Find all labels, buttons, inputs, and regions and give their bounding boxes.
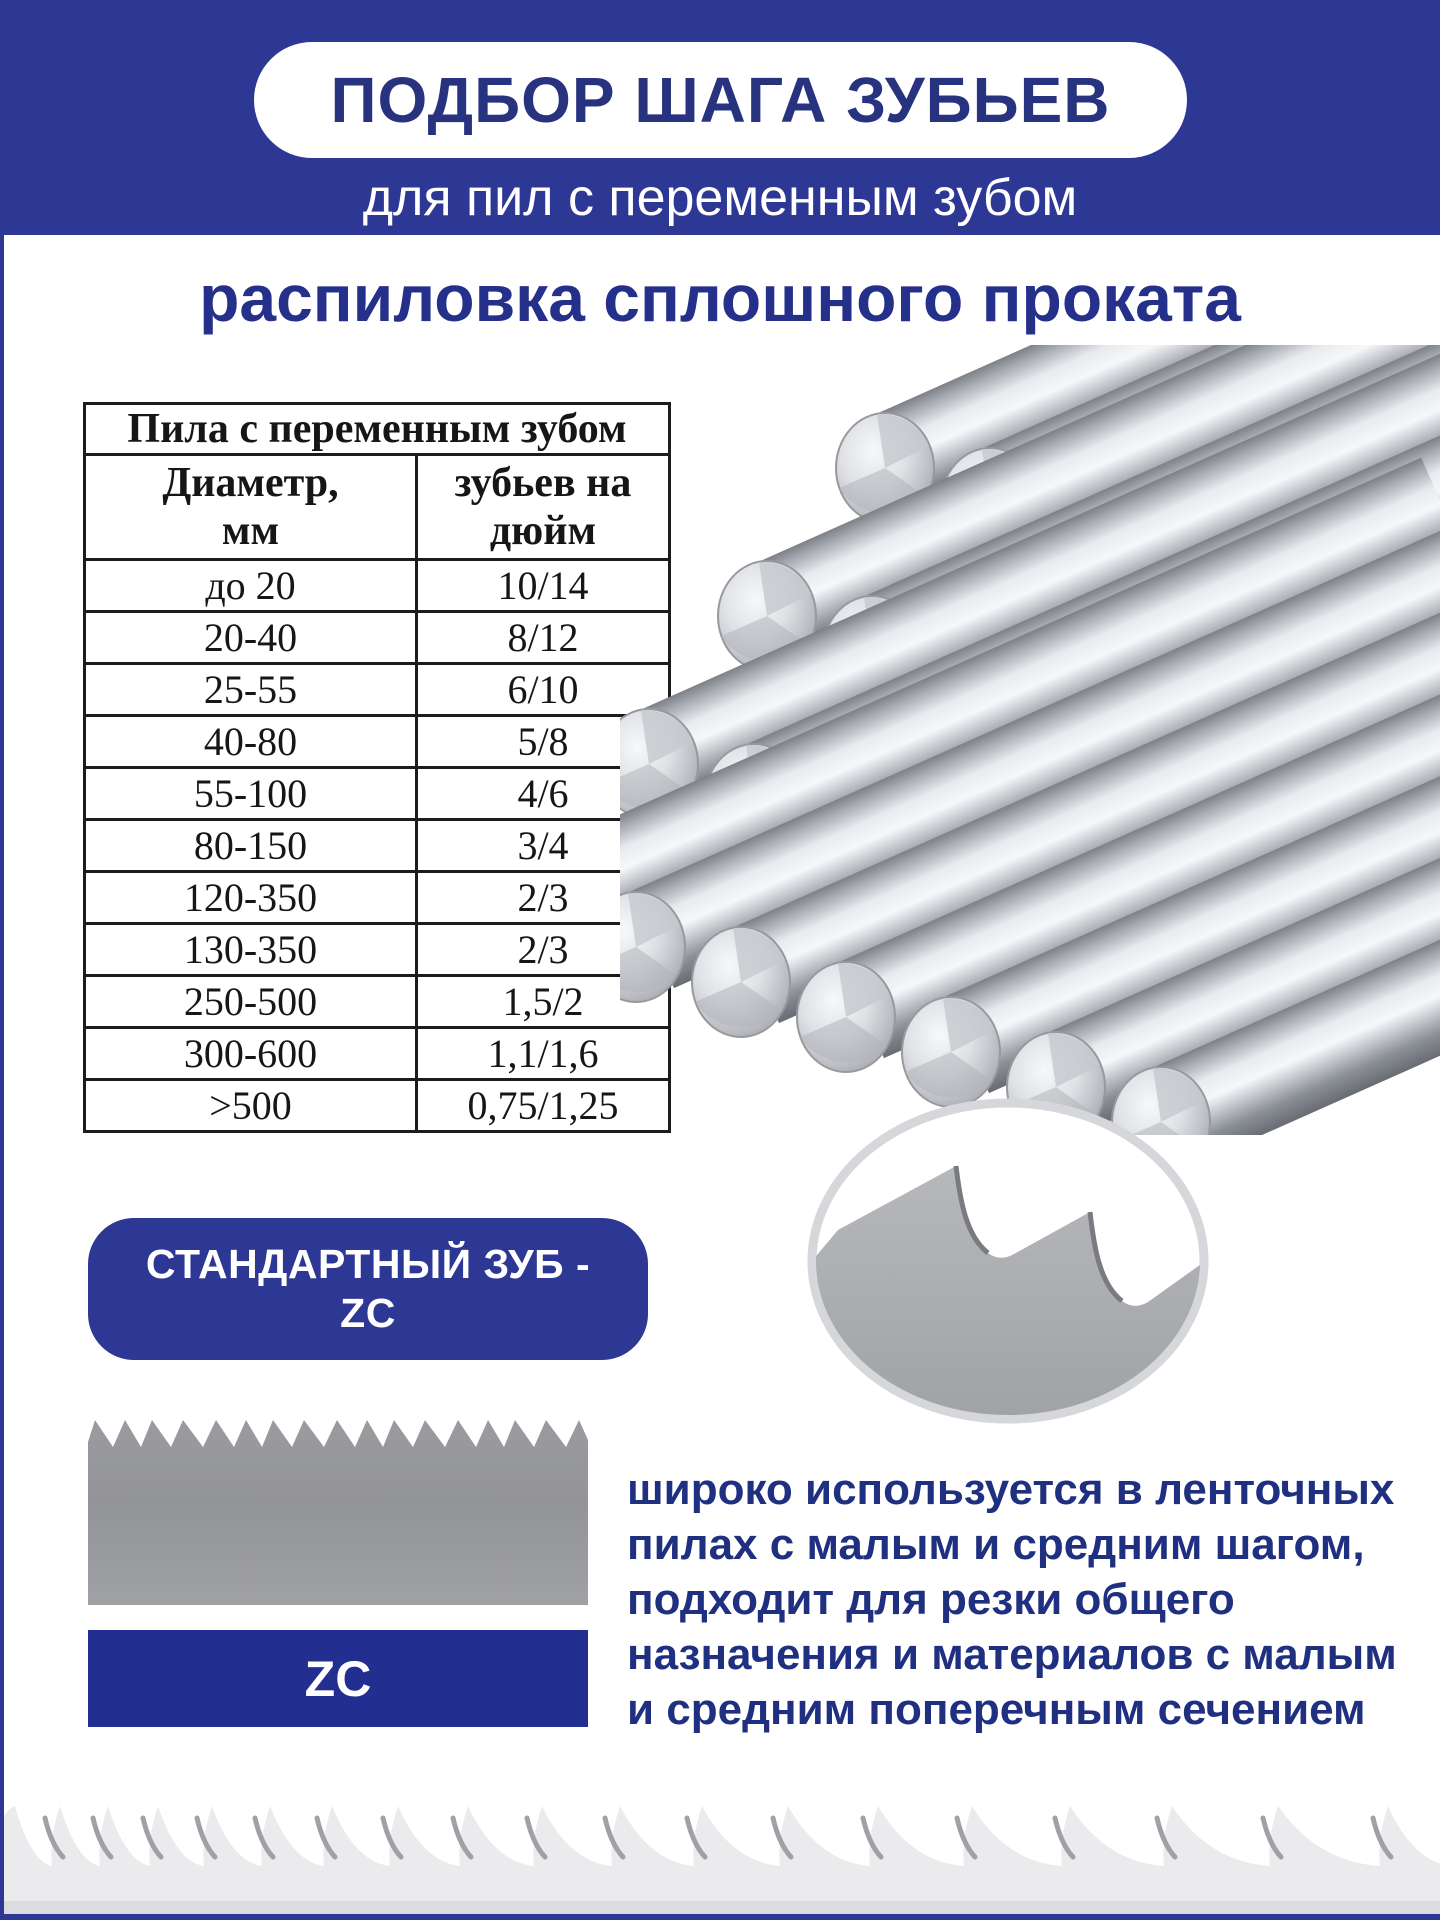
tpi-cell: 4/6	[417, 768, 670, 820]
table-row	[85, 768, 670, 820]
description-line: пилах с малым и средним шагом,	[627, 1520, 1365, 1569]
bottom-blue-line	[0, 1914, 1440, 1920]
table-row	[85, 872, 670, 924]
table-title: Пила с переменным зубом	[85, 404, 670, 455]
diameter-cell: 20-40	[85, 612, 417, 664]
section-title: распиловка сплошного проката	[199, 261, 1241, 335]
steel-rods-photo	[620, 345, 1440, 1135]
header-subtitle: для пил с переменным зубом	[362, 169, 1078, 227]
tpi-cell: 10/14	[417, 560, 670, 612]
diameter-cell: 80-150	[85, 820, 417, 872]
table-row	[85, 820, 670, 872]
diameter-cell: до 20	[85, 560, 417, 612]
left-blue-edge-line	[0, 210, 4, 1920]
tpi-cell: 2/3	[417, 924, 670, 976]
table-title-row	[85, 404, 670, 455]
col-header-diameter-line1: Диаметр,	[162, 460, 339, 506]
table-row	[85, 664, 670, 716]
tpi-cell: 5/8	[417, 716, 670, 768]
tpi-cell: 0,75/1,25	[417, 1080, 670, 1132]
table-row	[85, 1080, 670, 1132]
bottom-band-dark-strip	[0, 1901, 1440, 1914]
main-title-pill	[254, 42, 1187, 158]
zc-label-bar	[88, 1630, 588, 1727]
description-line: широко используется в ленточных	[627, 1465, 1395, 1514]
col-header-diameter-line2: мм	[221, 508, 280, 554]
tpi-cell: 1,5/2	[417, 976, 670, 1028]
table-row	[85, 1028, 670, 1080]
diameter-cell: 40-80	[85, 716, 417, 768]
table-row	[85, 924, 670, 976]
standard-tooth-badge	[88, 1218, 648, 1360]
tpi-cell: 2/3	[417, 872, 670, 924]
saw-tooth-closeup-photo	[800, 1090, 1220, 1435]
tpi-cell: 6/10	[417, 664, 670, 716]
description-paragraph	[627, 1462, 1432, 1737]
tooth-pitch-table	[83, 402, 671, 1133]
diameter-cell: 250-500	[85, 976, 417, 1028]
tpi-cell: 3/4	[417, 820, 670, 872]
main-title: ПОДБОР ШАГА ЗУБЬЕВ	[330, 64, 1111, 136]
tpi-cell: 1,1/1,6	[417, 1028, 670, 1080]
saw-teeth-edge-decoration	[0, 1790, 1440, 1920]
table-row	[85, 560, 670, 612]
diameter-cell: 120-350	[85, 872, 417, 924]
table-row	[85, 716, 670, 768]
badge-line1: СТАНДАРТНЫЙ ЗУБ -	[145, 1241, 591, 1287]
diameter-cell: 55-100	[85, 768, 417, 820]
col-header-tpi-line1: зубьев на	[454, 460, 632, 506]
table-header-row	[85, 455, 670, 560]
band-saw-blade-photo	[88, 1395, 588, 1610]
diameter-cell: 130-350	[85, 924, 417, 976]
header-banner	[0, 0, 1440, 235]
description-line: и средним поперечным сечением	[627, 1685, 1366, 1734]
diameter-cell: 300-600	[85, 1028, 417, 1080]
diameter-cell: 25-55	[85, 664, 417, 716]
zc-label: ZC	[304, 1650, 372, 1707]
table-row	[85, 976, 670, 1028]
blade-shape	[88, 1420, 588, 1605]
table-row	[85, 612, 670, 664]
badge-line2: ZC	[340, 1290, 396, 1336]
description-line: назначения и материалов с малым	[627, 1630, 1397, 1679]
description-line: подходит для резки общего	[627, 1575, 1235, 1624]
rods-stack	[620, 345, 1440, 1135]
col-header-diameter	[85, 455, 417, 560]
diameter-cell: >500	[85, 1080, 417, 1132]
col-header-tpi-line2: дюйм	[489, 508, 597, 554]
tpi-cell: 8/12	[417, 612, 670, 664]
